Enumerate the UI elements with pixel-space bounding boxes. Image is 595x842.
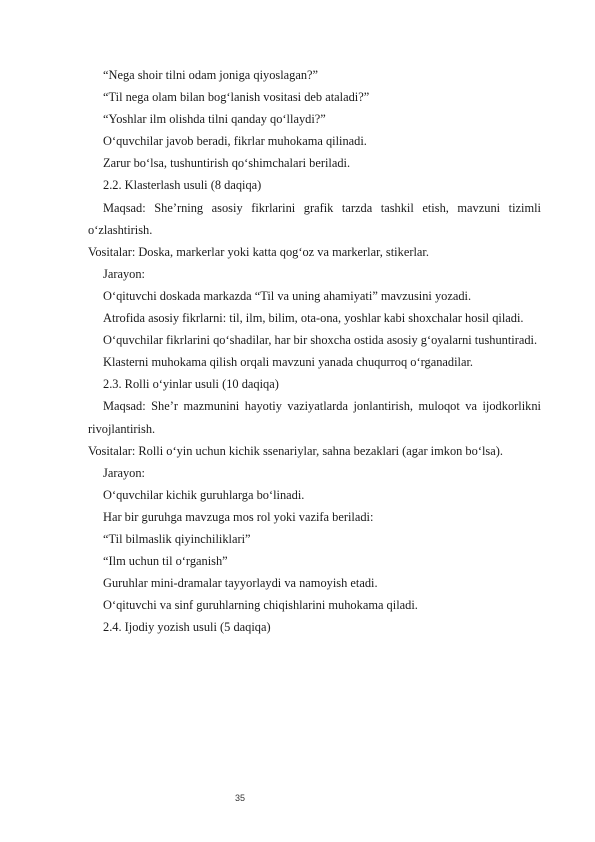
body-paragraph: Zarur bo‘lsa, tushuntirish qo‘shimchalari beriladi. (103, 156, 351, 171)
process-label: Jarayon: (103, 465, 145, 480)
role-title-1: “Til bilmaslik qiyinchiliklari” (103, 531, 251, 546)
tools-paragraph: Vositalar: Rolli o‘yin uchun kichik ssenariylar, sahna bezaklari (agar imkon bo‘lsa). (88, 443, 503, 458)
quote-question-1: “Nega shoir tilni odam joniga qiyoslagan?” (103, 68, 319, 82)
body-paragraph: Klasterni muhokama qilish orqali mavzuni yanada chuqurroq o‘rganadilar. (103, 355, 474, 370)
body-paragraph: Har bir guruhga mavzuga mos rol yoki vazifa beriladi: (103, 509, 374, 524)
page-body (88, 64, 541, 638)
quote-question-2: “Til nega olam bilan bog‘lanish vositasi deb ataladi?” (103, 90, 370, 105)
body-paragraph: O‘qituvchi doskada markazda “Til va uning ahamiyati” mavzusini yozadi. (103, 288, 472, 303)
body-paragraph: Atrofida asosiy fikrlarni: til, ilm, bilim, ota-ona, yoshlar kabi shoxchalar hosil qiladi. (103, 311, 524, 326)
page-number: 35 (234, 793, 245, 803)
tools-paragraph: Vositalar: Doska, markerlar yoki katta qog‘oz va markerlar, stikerlar. (88, 244, 429, 259)
process-label: Jarayon: (103, 266, 145, 281)
body-paragraph: O‘quvchilar fikrlarini qo‘shadilar, har bir shoxcha ostida asosiy g‘oyalarni tushuntiradi. (103, 333, 538, 348)
body-paragraph: Guruhlar mini-dramalar tayyorlaydi va namoyish etadi. (103, 576, 378, 591)
section-heading-2-4: 2.4. Ijodiy yozish usuli (5 daqiqa) (103, 620, 271, 635)
goal-paragraph: Maqsad: She’r mazmunini hayotiy vaziyatlarda jonlantirish, muloqot va ijodkorlikni rivojlantirish. (88, 399, 541, 436)
section-heading-2-2: 2.2. Klasterlash usuli (8 daqiqa) (103, 178, 262, 193)
body-paragraph: O‘quvchilar kichik guruhlarga bo‘linadi. (103, 487, 305, 502)
goal-paragraph: Maqsad: She’rning asosiy fikrlarini grafik tarzda tashkil etish, mavzuni tizimli o‘zlashtirish. (88, 200, 541, 237)
section-heading-2-3: 2.3. Rolli o‘yinlar usuli (10 daqiqa) (103, 377, 279, 392)
body-paragraph: O‘qituvchi va sinf guruhlarning chiqishlarini muhokama qiladi. (103, 598, 418, 613)
quote-question-3: “Yoshlar ilm olishda tilni qanday qo‘llaydi?” (103, 112, 326, 127)
body-paragraph: O‘quvchilar javob beradi, fikrlar muhokama qilinadi. (103, 134, 367, 149)
role-title-2: “Ilm uchun til o‘rganish” (103, 554, 228, 569)
